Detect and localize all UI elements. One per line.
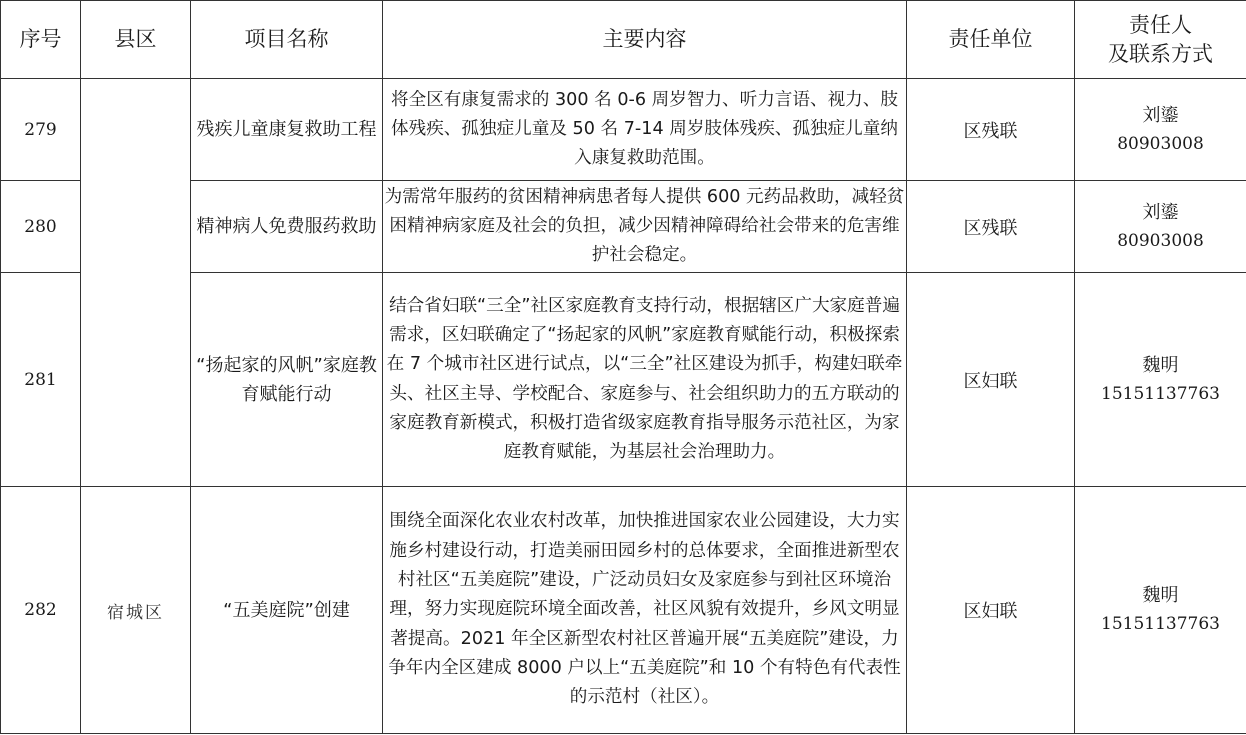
header-main-content: 主要内容 — [383, 1, 907, 79]
table-row — [1, 79, 1246, 181]
project-name: 精神病人免费服药救助 — [191, 181, 383, 273]
row-number: 279 — [1, 79, 81, 181]
project-content: 结合省妇联“三全”社区家庭教育支持行动，根据辖区广大家庭普遍需求，区妇联确定了“扬起家的风帆”家庭教育赋能行动，积极探索在 7 个城市社区进行试点，以“三全”社区建设为抓手，构建妇联牵头、社区主导、学校配合、家庭参与、社会组织助力的五方联动的家庭教育新模式，积极打造省级家庭教育指导服务示范社区，为家庭教育赋能，为基层社会治理助力。 — [383, 273, 907, 487]
contact-cell — [1075, 487, 1246, 734]
responsible-unit: 区残联 — [907, 79, 1075, 181]
district-cell-merged — [81, 79, 191, 487]
header-contact-line1: 责任人 — [1129, 12, 1192, 37]
contact-phone: 15151137763 — [1101, 614, 1220, 634]
contact-person: 魏明 — [1142, 585, 1179, 606]
row-number: 282 — [1, 487, 81, 734]
project-content: 为需常年服药的贫困精神病患者每人提供 600 元药品救助，减轻贫困精神病家庭及社会的负担，减少因精神障碍给社会带来的危害维护社会稳定。 — [383, 181, 907, 273]
contact-person: 刘鎏 — [1142, 104, 1179, 126]
row-number: 280 — [1, 181, 81, 273]
project-content: 围绕全面深化农业农村改革，加快推进国家农业公园建设，大力实施乡村建设行动，打造美丽田园乡村的总体要求，全面推进新型农村社区“五美庭院”建设，广泛动员妇女及家庭参与到社区环境治理，努力实现庭院环境全面改善，社区风貌有效提升，乡风文明显著提高。2021 年全区新型农村社区普遍开展“五美庭院”建设，力争年内全区建成 8000 户以上“五美庭院”和 10 个有特色有代表性的示范村（社区）。 — [383, 487, 907, 734]
contact-cell — [1075, 79, 1246, 181]
project-content: 将全区有康复需求的 300 名 0-6 周岁智力、听力言语、视力、肢体残疾、孤独症儿童及 50 名 7-14 周岁肢体残疾、孤独症儿童纳入康复救助范围。 — [383, 79, 907, 181]
contact-phone: 15151137763 — [1101, 383, 1220, 404]
table-header-row — [1, 1, 1246, 79]
contact-phone: 80903008 — [1117, 133, 1204, 154]
header-project-name: 项目名称 — [191, 1, 383, 79]
contact-person: 刘鎏 — [1142, 201, 1179, 223]
responsible-unit: 区妇联 — [907, 273, 1075, 487]
header-contact — [1075, 1, 1246, 79]
row-number: 281 — [1, 273, 81, 487]
header-district: 县区 — [81, 1, 191, 79]
contact-cell — [1075, 181, 1246, 273]
header-contact-line2: 及联系方式 — [1108, 41, 1213, 66]
header-no: 序号 — [1, 1, 81, 79]
project-name: “五美庭院”创建 — [191, 487, 383, 734]
contact-person: 魏明 — [1142, 354, 1179, 376]
district-name: 宿城区 — [81, 487, 191, 734]
project-name: 残疾儿童康复救助工程 — [191, 79, 383, 181]
responsible-unit: 区残联 — [907, 181, 1075, 273]
table-row — [1, 487, 1246, 734]
contact-phone: 80903008 — [1117, 230, 1204, 251]
header-responsible-unit: 责任单位 — [907, 1, 1075, 79]
responsible-unit: 区妇联 — [907, 487, 1075, 734]
contact-cell — [1075, 273, 1246, 487]
project-name: “扬起家的风帆”家庭教育赋能行动 — [191, 273, 383, 487]
